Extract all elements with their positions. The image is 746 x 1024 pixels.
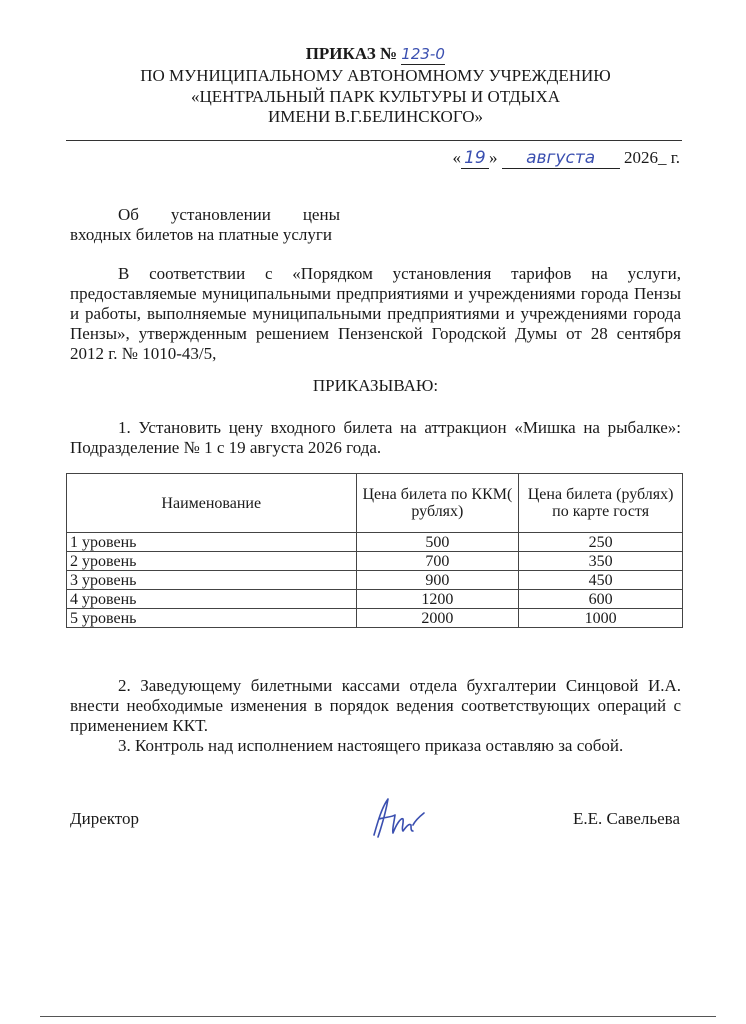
signatory-name: Е.Е. Савельева [572,809,680,828]
preamble-text: В соответствии с «Порядком установления тарифов на услуги, предоставляемые муниципальными предприятиями и учреждениями города Пензы и работы, выполняемые муниципальными предприятиями и учреждениями города Пензы», утвержденным решением Пензенской Городской Думы от 28 сентября 2012 г. № 1010-43/5, [70,264,681,363]
org-line-3: ИМЕНИ В.Г.БЕЛИНСКОГО» [267,107,484,126]
order-title-text: ПРИКАЗ № [305,44,398,63]
order-subject [70,205,340,245]
page-bottom-edge [40,1016,716,1017]
level-name: 2 уровень [67,552,357,571]
kkm-price: 700 [356,552,519,571]
column-header-name: Наименование [67,474,357,533]
signature-graphic [368,795,428,843]
kkm-price: 900 [356,571,519,590]
card-price: 600 [519,590,683,609]
org-line-1: ПО МУНИЦИПАЛЬНОМУ АВТОНОМНОМУ УЧРЕЖДЕНИЮ [140,66,611,85]
item-2-paragraph [70,676,681,736]
date-day-handwritten: 19 [461,148,489,169]
item-1-text: 1. Установить цену входного билета на аттракцион «Мишка на рыбалке»: Подразделение № 1 с 19 августа 2026 года. [70,418,681,457]
card-price: 1000 [519,609,683,628]
item-2-text: 2. Заведующему билетными кассами отдела бухгалтерии Синцовой И.А. внести необходимые изменения в порядок ведения соответствующих операций с применением ККТ. [70,676,681,735]
column-header-kkm-price: Цена билета по ККМ( рублях) [356,474,519,533]
price-table-header-row [67,474,683,533]
preamble-paragraph [70,264,681,364]
card-price: 250 [519,533,683,552]
order-date [452,148,680,169]
kkm-price: 500 [356,533,519,552]
level-name: 3 уровень [67,571,357,590]
kkm-price: 2000 [356,609,519,628]
level-name: 5 уровень [67,609,357,628]
card-price: 450 [519,571,683,590]
item-1-paragraph [70,418,681,458]
org-line-2: «ЦЕНТРАЛЬНЫЙ ПАРК КУЛЬТУРЫ И ОТДЫХА [190,87,561,106]
kkm-price: 1200 [356,590,519,609]
date-open-quote: « [452,148,461,167]
subject-line-2: входных билетов на платные услуги [70,225,332,244]
table-row [67,533,683,552]
order-title [70,44,681,65]
table-row [67,609,683,628]
level-name: 4 уровень [67,590,357,609]
date-close-quote: » [488,148,498,167]
table-row [67,590,683,609]
header-divider [66,140,682,141]
order-number-handwritten: 123-0 [401,45,445,63]
table-row [67,571,683,590]
level-name: 1 уровень [67,533,357,552]
subject-word-3: цены [302,205,340,224]
table-row [67,552,683,571]
director-signature [368,795,428,848]
date-month-handwritten: августа [502,148,620,169]
subject-word-1: Об [118,205,139,224]
card-price: 350 [519,552,683,571]
item-3-text: 3. Контроль над исполнением настоящего приказа оставляю за собой. [118,736,624,755]
order-word: ПРИКАЗЫВАЮ: [312,376,439,395]
column-header-card-price: Цена билета (рублях) по карте гостя [519,474,683,533]
item-3-paragraph [70,736,681,756]
signatory-position: Директор [70,809,139,828]
date-year: 2026_ г. [623,148,680,167]
price-table [66,473,683,628]
subject-word-2: установлении [170,205,271,224]
